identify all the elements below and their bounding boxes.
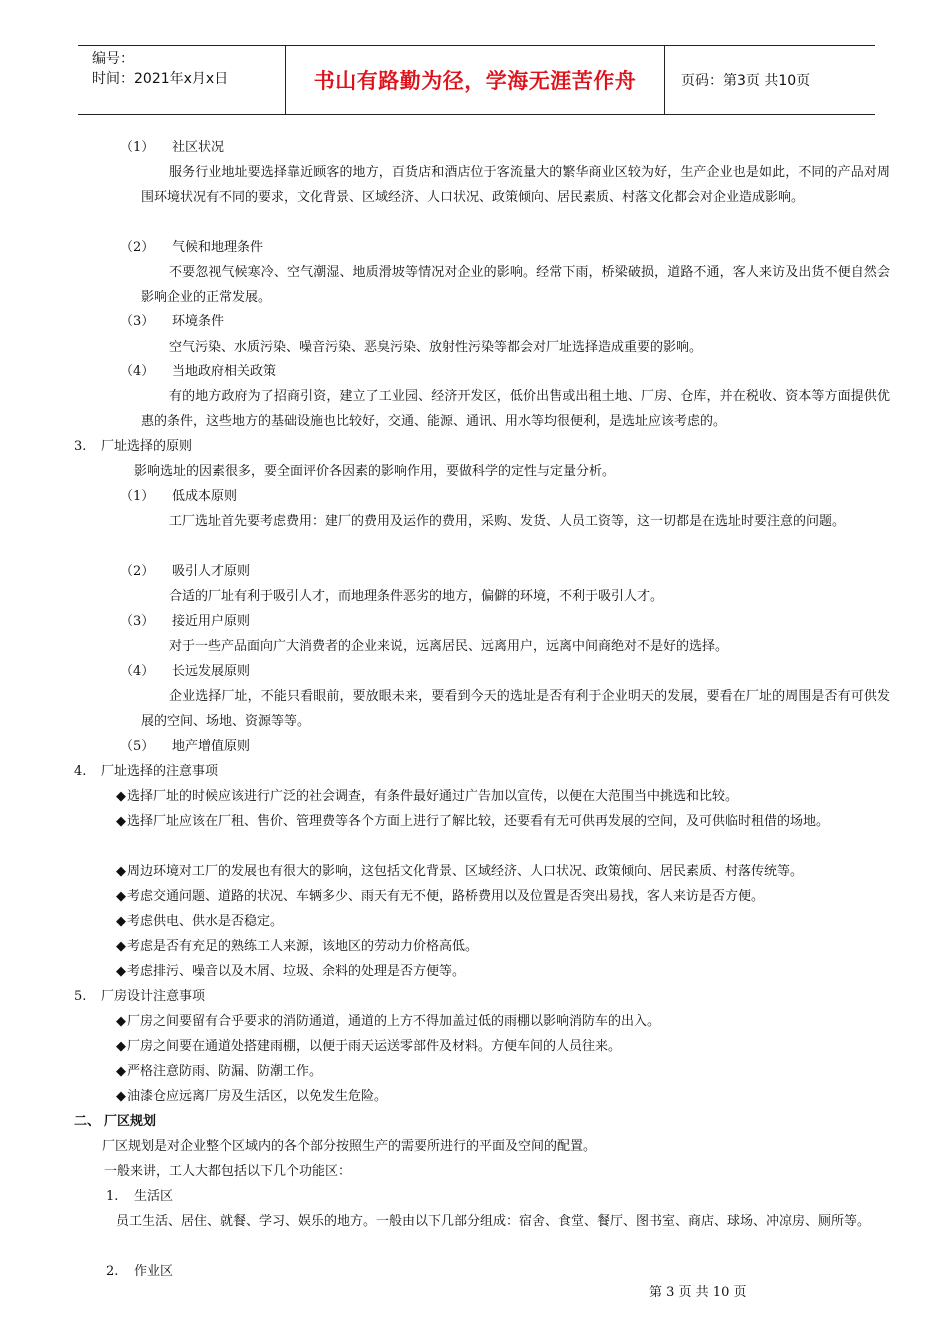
bullet-item: ◆选择厂址的时候应该进行广泛的社会调查，有条件最好通过广告加以宣传，以便在大范围当中挑选和比较。 <box>116 789 739 804</box>
item-number: （2） <box>120 240 155 255</box>
header-page-label: 页码：第3页 共10页 <box>681 73 811 89</box>
item-heading <box>106 1262 173 1282</box>
section-number: 3. <box>74 439 87 454</box>
item-title: 吸引人才原则 <box>172 564 251 579</box>
chapter-title: 厂区规划 <box>104 1114 157 1129</box>
paragraph: 员工生活、居住、就餐、学习、娱乐的地方。一般由以下几部分组成：宿舍、食堂、餐厅、图书室、商店、球场、冲凉房、厕所等。 <box>116 1214 871 1229</box>
time-label: 时间：2021年x月x日 <box>92 71 229 87</box>
item-number: （5） <box>120 739 155 754</box>
bullet-item: ◆考虑交通问题、道路的状况、车辆多少、雨天有无不便，路桥费用以及位置是否突出易找，客人来访是否方便。 <box>116 889 765 904</box>
diamond-bullet-icon: ◆ <box>116 864 126 879</box>
item-title: 接近用户原则 <box>172 614 251 629</box>
bullet-item: ◆考虑排污、噪音以及木屑、垃圾、余料的处理是否方便等。 <box>116 964 466 979</box>
item-heading <box>120 562 250 582</box>
section-title: 厂房设计注意事项 <box>101 989 206 1004</box>
item-title: 低成本原则 <box>172 489 238 504</box>
diamond-bullet-icon: ◆ <box>116 914 126 929</box>
section-heading <box>74 762 218 782</box>
item-title: 环境条件 <box>172 314 225 329</box>
paragraph: 一般来讲，工人大都包括以下几个功能区： <box>104 1164 352 1179</box>
paragraph: 有的地方政府为了招商引资，建立了工业园、经济开发区，低价出售或出租土地、厂房、仓库，并在税收、资本等方面提供优惠的条件，这些地方的基础设施也比较好，交通、能源、通讯、用水等均很便利，是选址应该考虑的。 <box>141 389 890 429</box>
item-title: 气候和地理条件 <box>172 240 264 255</box>
item-title: 地产增值原则 <box>172 739 251 754</box>
bullet-item: ◆考虑是否有充足的熟练工人来源，该地区的劳动力价格高低。 <box>116 939 479 954</box>
item-title: 当地政府相关政策 <box>172 364 277 379</box>
diamond-bullet-icon: ◆ <box>116 1014 126 1029</box>
diamond-bullet-icon: ◆ <box>116 1039 126 1054</box>
item-heading <box>120 138 224 158</box>
item-title: 生活区 <box>134 1189 174 1204</box>
bullet-item: ◆考虑供电、供水是否稳定。 <box>116 914 284 929</box>
bullet-item: ◆选择厂址应该在厂租、售价、管理费等各个方面上进行了解比较，还要看有无可供再发展的空间，及可供临时租借的场地。 <box>116 814 830 829</box>
header-meta <box>78 46 285 114</box>
item-heading <box>120 612 250 632</box>
section-number: 5. <box>74 989 87 1004</box>
item-heading <box>120 312 224 332</box>
chapter-heading <box>74 1112 156 1132</box>
chapter-number: 二、 <box>74 1114 101 1129</box>
section-number: 4. <box>74 764 87 779</box>
section-heading <box>74 987 205 1007</box>
bullet-item: ◆周边环境对工厂的发展也有很大的影响，这包括文化背景、区域经济、人口状况、政策倾向、居民素质、村落传统等。 <box>116 864 804 879</box>
bullet-item: ◆严格注意防雨、防漏、防潮工作。 <box>116 1064 323 1079</box>
item-title: 社区状况 <box>172 140 225 155</box>
item-number: （1） <box>120 140 155 155</box>
paragraph: 合适的厂址有利于吸引人才，而地理条件恶劣的地方，偏僻的环境，不利于吸引人才。 <box>169 589 664 604</box>
section-title: 厂址选择的原则 <box>101 439 193 454</box>
item-heading <box>120 362 276 382</box>
header-motto: 书山有路勤为径，学海无涯苦作舟 <box>285 46 665 114</box>
diamond-bullet-icon: ◆ <box>116 889 126 904</box>
item-number: （3） <box>120 614 155 629</box>
paragraph: 影响选址的因素很多，要全面评价各因素的影响作用，要做科学的定性与定量分析。 <box>134 464 616 479</box>
paragraph: 空气污染、水质污染、噪音污染、恶臭污染、放射性污染等都会对厂址选择造成重要的影响。 <box>169 340 703 355</box>
page-footer: 第 3 页 共 10 页 <box>649 1285 747 1300</box>
diamond-bullet-icon: ◆ <box>116 789 126 804</box>
item-heading <box>120 238 263 258</box>
paragraph: 工厂选址首先要考虑费用：建厂的费用及运作的费用，采购、发货、人员工资等，这一切都是在选址时要注意的问题。 <box>169 514 846 529</box>
item-number: （4） <box>120 664 155 679</box>
item-number: （4） <box>120 364 155 379</box>
page-header <box>78 45 875 115</box>
diamond-bullet-icon: ◆ <box>116 964 126 979</box>
bullet-item: ◆厂房之间要在通道处搭建雨棚，以便于雨天运送零部件及材料。方便车间的人员往来。 <box>116 1039 622 1054</box>
item-number: （3） <box>120 314 155 329</box>
diamond-bullet-icon: ◆ <box>116 814 126 829</box>
paragraph: 不要忽视气候寒冷、空气潮湿、地质滑坡等情况对企业的影响。经常下雨，桥梁破损，道路不通，客人来访及出货不便自然会影响企业的正常发展。 <box>141 265 890 305</box>
item-number: （2） <box>120 564 155 579</box>
paragraph: 厂区规划是对企业整个区域内的各个部分按照生产的需要所进行的平面及空间的配置。 <box>102 1139 597 1154</box>
item-title: 作业区 <box>134 1264 174 1279</box>
section-heading <box>74 437 192 457</box>
item-number: 2. <box>106 1264 119 1279</box>
diamond-bullet-icon: ◆ <box>116 1064 126 1079</box>
item-heading <box>120 487 237 507</box>
section-title: 厂址选择的注意事项 <box>101 764 219 779</box>
paragraph: 服务行业地址要选择靠近顾客的地方，百货店和酒店位于客流量大的繁华商业区较为好，生产企业也是如此，不同的产品对周围环境状况有不同的要求，文化背景、区域经济、人口状况、政策倾向、居民素质、村落文化都会对企业造成影响。 <box>141 165 890 205</box>
item-heading <box>120 737 250 757</box>
item-title: 长远发展原则 <box>172 664 251 679</box>
item-heading <box>120 662 250 682</box>
item-number: 1. <box>106 1189 119 1204</box>
bullet-item: ◆厂房之间要留有合乎要求的消防通道，通道的上方不得加盖过低的雨棚以影响消防车的出入。 <box>116 1014 661 1029</box>
diamond-bullet-icon: ◆ <box>116 939 126 954</box>
bullet-item: ◆油漆仓应远离厂房及生活区，以免发生危险。 <box>116 1089 388 1104</box>
item-heading <box>106 1187 173 1207</box>
paragraph: 企业选择厂址，不能只看眼前，要放眼未来，要看到今天的选址是否有利于企业明天的发展，要看在厂址的周围是否有可供发展的空间、场地、资源等等。 <box>141 689 890 729</box>
diamond-bullet-icon: ◆ <box>116 1089 126 1104</box>
paragraph: 对于一些产品面向广大消费者的企业来说，远离居民、远离用户，远离中间商绝对不是好的选择。 <box>169 639 729 654</box>
number-label: 编号： <box>92 51 134 67</box>
item-number: （1） <box>120 489 155 504</box>
